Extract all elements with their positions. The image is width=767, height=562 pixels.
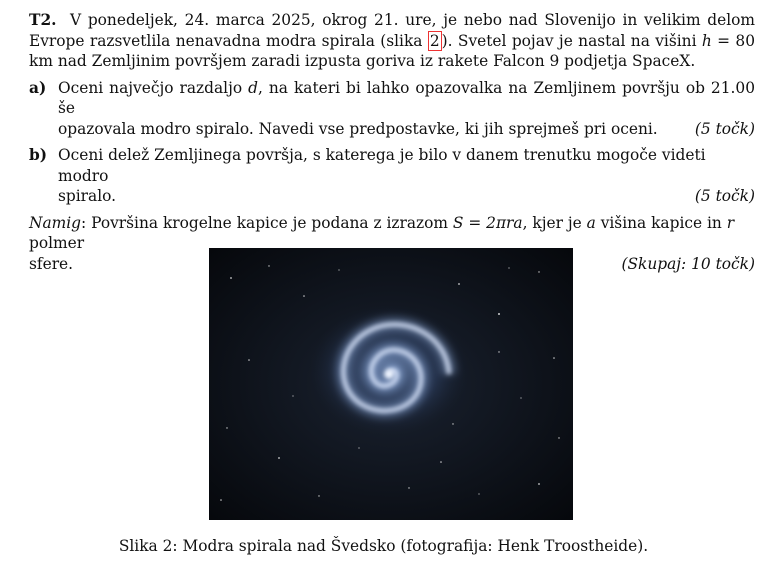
subtask-a-text-3: opazovala modro spiralo. Navedi vse predpostavke, ki jih sprejmeš pri oceni. — [58, 119, 658, 138]
hint-text-2: , kjer je — [522, 213, 587, 232]
intro-text-2: ). Svetel pojav je nastal na višini — [441, 31, 702, 50]
distance-variable: d — [248, 78, 258, 97]
task-label: T2. — [29, 11, 57, 29]
subtask-a-line-1 — [58, 78, 755, 119]
spiral-photo — [209, 248, 573, 520]
task-intro — [29, 10, 755, 72]
subtask-a-label: a) — [29, 78, 47, 97]
subtask-b-text-2: spiralo. — [58, 187, 117, 205]
intro-text-3: nad Zemljinim površjem zaradi izpusta goriva iz rakete Falcon 9 podjetja SpaceX. — [52, 52, 696, 70]
blue-spiral-image — [209, 248, 573, 520]
hint-text-4: polmer — [29, 234, 85, 252]
height-variable: h — [701, 31, 712, 50]
subtask-b-line-1: Oceni delež Zemljinega površja, s katerega je bilo v danem trenutku mogoče videti modro — [58, 146, 706, 185]
cap-area-formula: S = 2πra — [452, 213, 523, 232]
hint-text-5: sfere. — [29, 254, 74, 273]
subtask-a-text-2: , na kateri bi lahko opazovalka na Zemljinem površju ob 21.00 še — [58, 78, 755, 117]
radius-variable: r — [726, 213, 735, 232]
subtask-a-points: (5 točk) — [694, 119, 755, 138]
subtask-a-text-1: Oceni največjo razdaljo — [58, 78, 249, 97]
subtask-b-label: b) — [29, 146, 48, 164]
intro-text-1: V ponedeljek, 24. marca 2025, okrog 21. ure, je nebo nad Slovenijo in velikim delom Evrope razsvetlila nenavadna modra spirala (slika — [29, 11, 755, 50]
figure-caption: Slika 2: Modra spirala nad Švedsko (fotografija: Henk Troostheide). — [118, 537, 649, 555]
total-points: (Skupaj: 10 točk) — [621, 254, 755, 273]
subtask-b-points: (5 točk) — [694, 187, 755, 205]
task-page — [29, 10, 755, 274]
figure-reference-link[interactable]: 2 — [429, 31, 440, 50]
subtask-b — [29, 145, 755, 207]
hint-text-1: : Površina krogelne kapice je podana z izrazom — [81, 213, 453, 232]
subtask-a — [29, 78, 755, 140]
hint-label: Namig — [29, 213, 82, 232]
cap-height-variable: a — [586, 213, 596, 232]
height-value: = 80 km — [29, 31, 755, 70]
hint-text-3: višina kapice in — [595, 213, 727, 232]
